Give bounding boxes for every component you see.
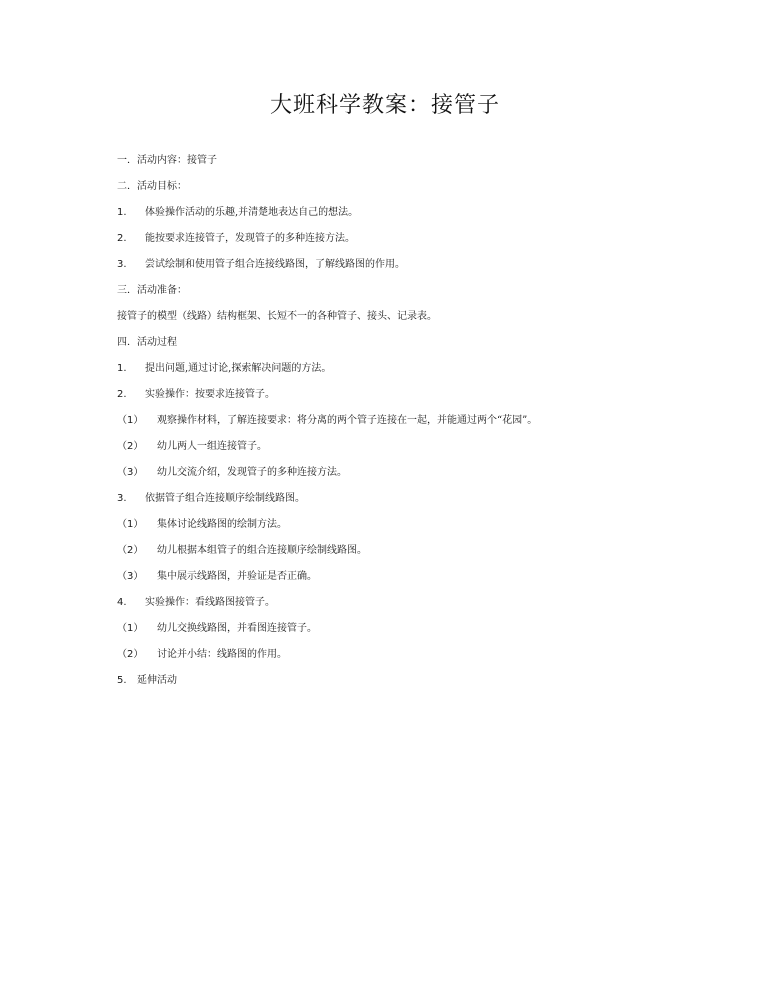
sub-list-item <box>117 647 717 673</box>
line-text: 集体讨论线路图的绘制方法。 <box>157 519 287 530</box>
section-heading <box>117 179 717 205</box>
sub-list-item <box>117 465 717 491</box>
list-item <box>117 361 717 387</box>
section-heading <box>117 283 717 309</box>
list-item <box>117 231 717 257</box>
item-number: （2） <box>117 545 144 556</box>
item-number: 1. <box>117 207 127 218</box>
line-text: 依据管子组合连接顺序绘制线路图。 <box>145 493 305 504</box>
item-number: 5. <box>117 675 127 686</box>
section-heading <box>117 153 717 179</box>
line-text: 一．活动内容：接管子 <box>117 155 217 166</box>
line-text: 尝试绘制和使用管子组合连接线路图，了解线路图的作用。 <box>145 259 405 270</box>
sub-list-item <box>117 569 717 595</box>
line-text: 观察操作材料，了解连接要求：将分离的两个管子连接在一起，并能通过两个“花园”。 <box>157 415 538 426</box>
item-number: 4. <box>117 597 127 608</box>
item-number: （1） <box>117 415 144 426</box>
line-text: 讨论并小结：线路图的作用。 <box>157 649 287 660</box>
line-text: 能按要求连接管子，发现管子的多种连接方法。 <box>145 233 355 244</box>
sub-list-item <box>117 517 717 543</box>
item-number: 2. <box>117 233 127 244</box>
sub-list-item <box>117 413 717 439</box>
line-text: 幼儿交流介绍，发现管子的多种连接方法。 <box>157 467 347 478</box>
line-text: 幼儿交换线路图，并看图连接管子。 <box>157 623 317 634</box>
line-text: 体验操作活动的乐趣,并清楚地表达自己的想法。 <box>145 207 359 218</box>
line-text: 提出问题,通过讨论,探索解决问题的方法。 <box>145 363 332 374</box>
line-text: 幼儿根据本组管子的组合连接顺序绘制线路图。 <box>157 545 367 556</box>
item-number: 3. <box>117 259 127 270</box>
sub-list-item <box>117 439 717 465</box>
line-text: 实验操作：按要求连接管子。 <box>145 389 275 400</box>
list-item <box>117 491 717 517</box>
item-number: （3） <box>117 571 144 582</box>
sub-list-item <box>117 543 717 569</box>
item-number: 2. <box>117 389 127 400</box>
item-number: （1） <box>117 623 144 634</box>
line-text: 三．活动准备： <box>117 285 187 296</box>
item-number: （2） <box>117 441 144 452</box>
list-item <box>117 595 717 621</box>
list-item <box>117 257 717 283</box>
line-text: 实验操作：看线路图接管子。 <box>145 597 275 608</box>
line-text: 接管子的模型（线路）结构框架、长短不一的各种管子、接头、记录表。 <box>117 311 437 322</box>
item-number: （3） <box>117 467 144 478</box>
sub-list-item <box>117 621 717 647</box>
item-number: 3. <box>117 493 127 504</box>
document-body <box>117 153 717 699</box>
item-number: 1. <box>117 363 127 374</box>
list-item <box>117 387 717 413</box>
line-text: 延伸活动 <box>137 675 177 686</box>
line-text: 集中展示线路图，并验证是否正确。 <box>157 571 317 582</box>
list-item <box>117 205 717 231</box>
document-title: 大班科学教案：接管子 <box>269 93 500 118</box>
item-number: （1） <box>117 519 144 530</box>
item-number: （2） <box>117 649 144 660</box>
line-text: 幼儿两人一组连接管子。 <box>157 441 267 452</box>
list-item <box>117 673 717 699</box>
line-text: 四．活动过程 <box>117 337 177 348</box>
section-heading <box>117 335 717 361</box>
line-text: 二．活动目标： <box>117 181 187 192</box>
paragraph <box>117 309 717 335</box>
